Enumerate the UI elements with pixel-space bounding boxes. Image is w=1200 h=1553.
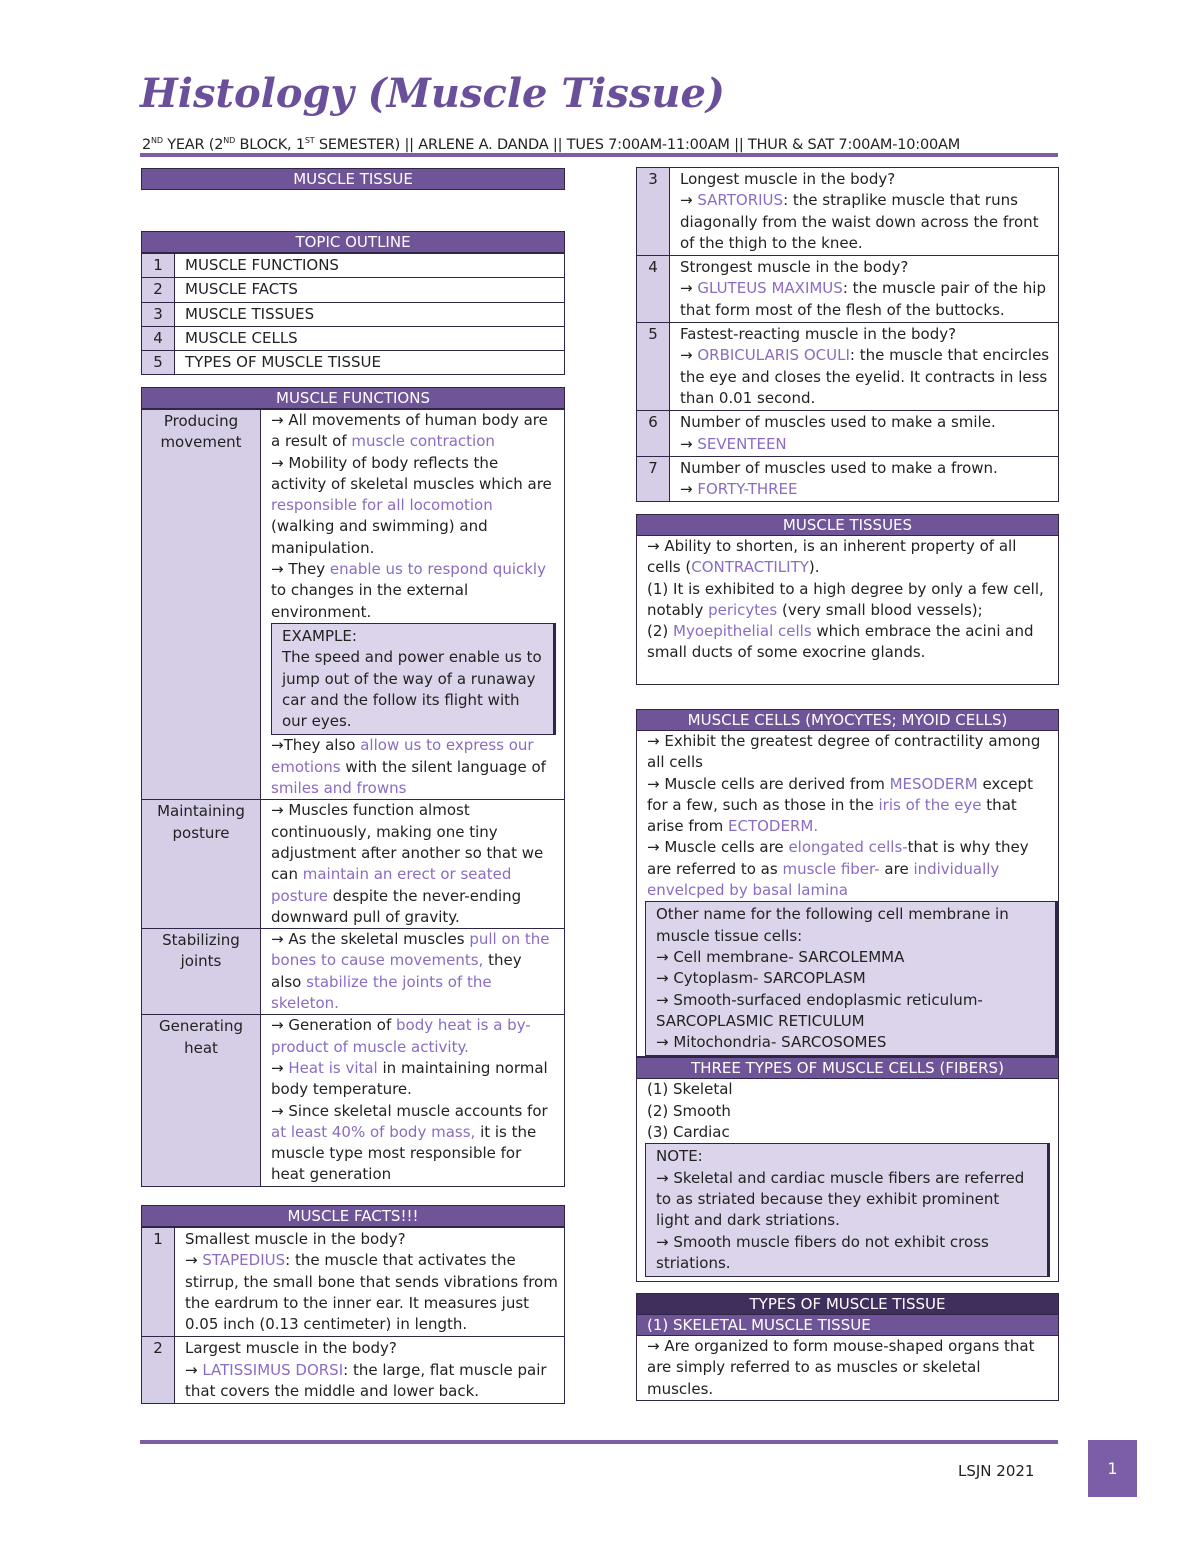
function-key: Producing movement [142, 410, 261, 800]
cells-body: → Exhibit the greatest degree of contractility among all cells → Muscle cells are derived from MESODERM except for a few, such as those in the iris of the eye that arise from ECTODERM. → Muscle cells are elongated cells-that is why they are referred to as muscle fiber- are individually envelcped by basal lamina Other name for the following cell membrane in muscle tissue cells: → Cell membrane- SARCOLEMMA → Cytoplasm- SARCOPLASM → Smooth-surfaced endoplasmic reticulum- SARCOPLASMIC RETICULUM → Mitochondria- SARCOSOMES [636, 731, 1059, 1057]
function-value: → All movements of human body are a result of muscle contraction → Mobility of body reflects the activity of skeletal muscles which are responsible for all locomotion (walking and swimming) and manipulation. → They enable us to respond quickly to changes in the external environment. EXAMPLE: The speed and power enable us to jump out of the way of a runaway car and the follow its flight with our eyes. →They also allow us to express our emotions with the silent language of smiles and frowns [261, 410, 565, 800]
header-rule [140, 153, 1058, 157]
fact-row: 2 Largest muscle in the body? → LATISSIMUS DORSI: the large, flat muscle pair that covers the middle and lower back. [142, 1337, 565, 1404]
muscle-functions [141, 387, 565, 1187]
muscle-facts-left [141, 1205, 565, 1404]
course-info: 2ND YEAR (2ND BLOCK, 1ST SEMESTER) || ARLENE A. DANDA || TUES 7:00AM-11:00AM || THUR & SAT 7:00AM-10:00AM [142, 136, 961, 153]
outline-row: 2 MUSCLE FACTS [142, 278, 565, 302]
cells-title: MUSCLE CELLS (MYOCYTES; MYOID CELLS) [636, 709, 1059, 731]
footer-label: LSJN 2021 [958, 1462, 1035, 1480]
page-number: 1 [1088, 1440, 1137, 1497]
function-row [142, 410, 565, 800]
fact-row: 1 Smallest muscle in the body? → STAPEDIUS: the muscle that activates the stirrup, the small bone that sends vibrations from the eardrum to the inner ear. It measures just 0.05 inch (0.13 centimeter) in length. [142, 1228, 565, 1337]
outline-row: 1 MUSCLE FUNCTIONS [142, 254, 565, 278]
functions-title: MUSCLE FUNCTIONS [141, 387, 565, 409]
types-of-muscle-tissue [636, 1293, 1059, 1401]
fact-row: 6 Number of muscles used to make a smile. → SEVENTEEN [637, 411, 1059, 457]
note-box: NOTE: → Skeletal and cardiac muscle fibers are referred to as striated because they exhibit prominent light and dark striations. → Smooth muscle fibers do not exhibit cross striations. [645, 1143, 1050, 1277]
page-title: Histology (Muscle Tissue) [140, 70, 725, 117]
fact-row: 7 Number of muscles used to make a frown. → FORTY-THREE [637, 456, 1059, 502]
fact-row: 3 Longest muscle in the body? → SARTORIUS: the straplike muscle that runs diagonally from the waist down across the front of the thigh to the knee. [637, 168, 1059, 256]
fact-row: 5 Fastest-reacting muscle in the body? → ORBICULARIS OCULI: the muscle that encircles the eye and closes the eyelid. It contracts in less than 0.01 second. [637, 323, 1059, 411]
types-title: TYPES OF MUSCLE TISSUE [636, 1293, 1059, 1315]
muscle-cells [636, 709, 1059, 1282]
outline-table [141, 253, 565, 375]
fact-row: 4 Strongest muscle in the body? → GLUTEUS MAXIMUS: the muscle pair of the hip that form most of the flesh of the buttocks. [637, 256, 1059, 323]
function-value: → As the skeletal muscles pull on the bones to cause movements, they also stabilize the joints of the skeleton. [261, 929, 565, 1015]
facts-title: MUSCLE FACTS!!! [141, 1205, 565, 1227]
function-key: Generating heat [142, 1015, 261, 1186]
function-key: Maintaining posture [142, 800, 261, 929]
alt-names-box: Other name for the following cell membrane in muscle tissue cells: → Cell membrane- SARCOLEMMA → Cytoplasm- SARCOPLASM → Smooth-surfaced endoplasmic reticulum- SARCOPLASMIC RETICULUM → Mitochondria- SARCOSOMES [645, 901, 1058, 1056]
outline-title: TOPIC OUTLINE [141, 231, 565, 253]
function-key: Stabilizing joints [142, 929, 261, 1015]
footer-rule [140, 1440, 1058, 1444]
function-row [142, 929, 565, 1015]
function-row [142, 1015, 565, 1186]
three-types-body: (1) Skeletal (2) Smooth (3) Cardiac NOTE: → Skeletal and cardiac muscle fibers are referred to as striated because they exhibit prominent light and dark striations. → Smooth muscle fibers do not exhibit cross striations. [636, 1079, 1059, 1282]
tissues-title: MUSCLE TISSUES [636, 514, 1059, 536]
tissues-body: → Ability to shorten, is an inherent property of all cells (CONTRACTILITY). (1) It is exhibited to a high degree by only a few cell, notably pericytes (very small blood vessels); (2) Myoepithelial cells which embrace the acini and small ducts of some exocrine glands. [636, 536, 1059, 685]
outline-row: 3 MUSCLE TISSUES [142, 302, 565, 326]
facts-table [141, 1227, 565, 1404]
function-value: → Generation of body heat is a by-product of muscle activity. → Heat is vital in maintaining normal body temperature. → Since skeletal muscle accounts for at least 40% of body mass, it is the muscle type most responsible for heat generation [261, 1015, 565, 1186]
outline-row: 5 TYPES OF MUSCLE TISSUE [142, 351, 565, 375]
facts-table [636, 167, 1059, 502]
muscle-tissues [636, 514, 1059, 685]
function-row [142, 800, 565, 929]
section-muscle-tissue [141, 168, 565, 190]
functions-table [141, 409, 565, 1187]
three-types-title: THREE TYPES OF MUSCLE CELLS (FIBERS) [636, 1057, 1059, 1079]
function-value: → Muscles function almost continuously, making one tiny adjustment after another so that we can maintain an erect or seated posture despite the never-ending downward pull of gravity. [261, 800, 565, 929]
outline-row: 4 MUSCLE CELLS [142, 326, 565, 350]
section-title: MUSCLE TISSUE [141, 168, 565, 190]
muscle-facts-right [636, 167, 1059, 502]
skeletal-subtitle: (1) SKELETAL MUSCLE TISSUE [636, 1315, 1059, 1336]
example-box: EXAMPLE: The speed and power enable us to jump out of the way of a runaway car and the follow its flight with our eyes. [271, 623, 556, 735]
skeletal-body: → Are organized to form mouse-shaped organs that are simply referred to as muscles or skeletal muscles. [636, 1336, 1059, 1401]
topic-outline [141, 231, 565, 375]
